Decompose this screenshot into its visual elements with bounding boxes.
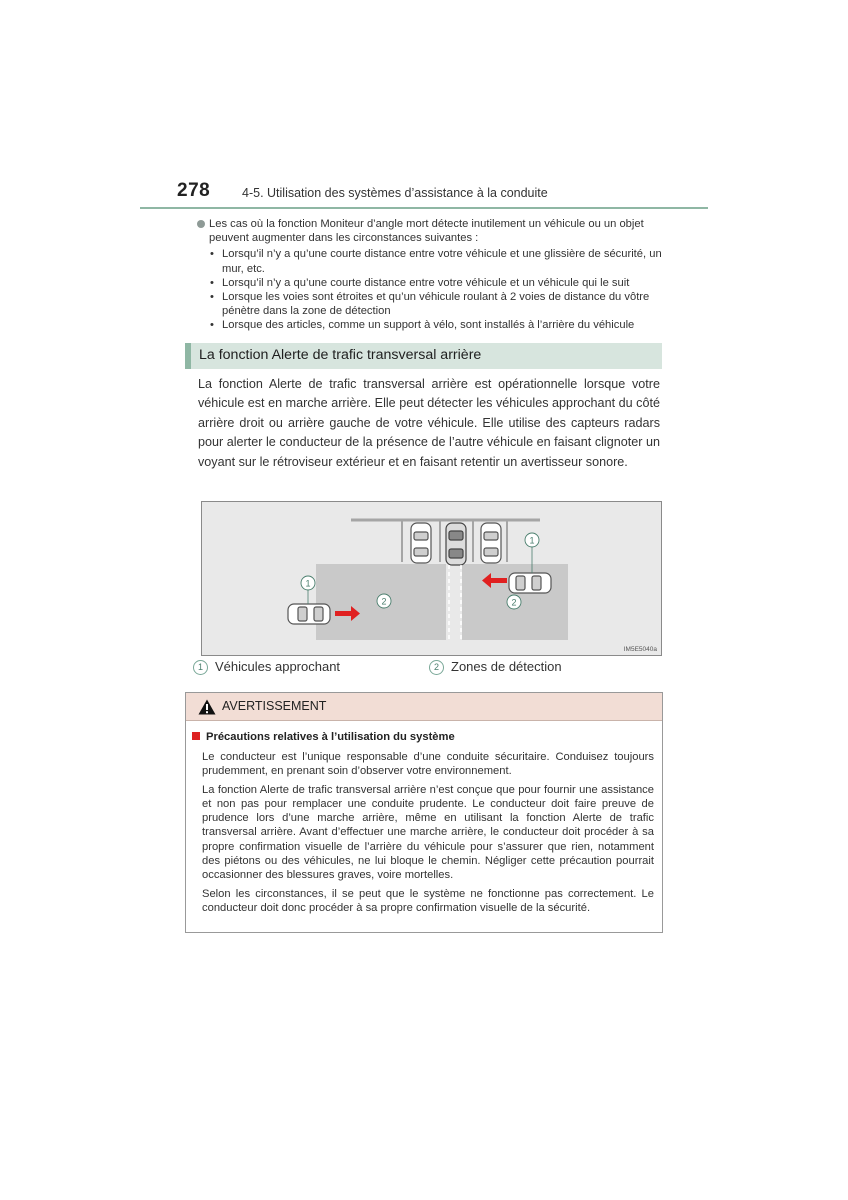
callout-number: 2	[429, 660, 444, 675]
warning-body	[202, 750, 654, 919]
chapter-title: 4-5. Utilisation des systèmes d’assistance à la conduite	[242, 186, 548, 200]
bullet-icon: •	[210, 319, 214, 332]
warning-triangle-icon	[198, 699, 216, 715]
approaching-car-left-icon	[288, 604, 330, 624]
bullet-dot-icon	[197, 220, 205, 228]
callout-label: 2	[381, 596, 387, 607]
warning-subtitle	[192, 731, 455, 743]
legend-item-1	[193, 659, 340, 675]
intro-lead	[197, 217, 667, 245]
bullet-icon: •	[210, 276, 214, 289]
callout-number: 1	[193, 660, 208, 675]
list-item	[210, 318, 667, 332]
warning-box	[185, 692, 663, 933]
section-heading-text: La fonction Alerte de trafic transversal arrière	[199, 347, 482, 363]
intro-lead-text: Les cas où la fonction Moniteur d’angle mort détecte inutilement un véhicule ou un objet peuvent augmenter dans les circonstances suivantes :	[209, 218, 644, 245]
list-item-text: Lorsqu’il n’y a qu’une courte distance entre votre véhicule et un véhicule qui le suit	[222, 276, 630, 289]
legend-label: Zones de détection	[451, 659, 562, 674]
figure-code: IM5E5040a	[623, 646, 657, 653]
warning-paragraph: Le conducteur est l’unique responsable d’une conduite sécuritaire. Conduisez toujours prudemment, en prenant soin d’observer votre environnement.	[202, 751, 654, 778]
warning-paragraph: Selon les circonstances, il se peut que le système ne fonctionne pas correctement. Le conducteur doit donc procéder à sa propre confirmation visuelle de la sécurité.	[202, 887, 654, 914]
section-heading	[185, 343, 662, 369]
callout-label: 1	[305, 578, 311, 589]
callout-label: 2	[511, 597, 517, 608]
rcta-illustration	[201, 501, 662, 656]
warning-title: AVERTISSEMENT	[222, 699, 327, 713]
list-item	[210, 276, 667, 290]
list-item	[210, 290, 667, 318]
warning-header	[186, 693, 662, 721]
callout-label: 1	[529, 535, 535, 546]
reversing-car-icon	[446, 523, 466, 565]
page-number: 278	[177, 180, 211, 201]
approaching-car-right-icon	[509, 573, 551, 593]
legend-item-2	[429, 659, 562, 675]
list-item-text: Lorsqu’il n’y a qu’une courte distance entre votre véhicule et une glissière de sécurité, un mur, etc.	[222, 248, 662, 275]
warning-paragraph: La fonction Alerte de trafic transversal arrière n’est conçue que pour fournir une assistance et non pas pour remplacer une conduite prudente. Le conducteur doit faire preuve de prudence lors d’une marche arrière, même en utilisant la fonction Alerte de trafic transversal arrière. Avant d’effectuer une marche arrière, le conducteur doit procéder à sa propre confirmation visuelle de l’arrière du véhicule pour s’assurer que rien, notamment des piétons ou des véhicules, ne lui bloque le chemin. Négliger cette précaution pourrait occasionner des blessures graves, voire mortelles.	[202, 783, 654, 882]
bullet-icon: •	[210, 291, 214, 304]
list-item-text: Lorsque les voies sont étroites et qu’un véhicule roulant à 2 voies de distance du vôtre pénètre dans la zone de détection	[222, 291, 650, 318]
intro-list	[197, 217, 667, 333]
legend-label: Véhicules approchant	[215, 659, 341, 674]
bullet-icon: •	[210, 248, 214, 261]
body-paragraph: La fonction Alerte de trafic transversal arrière est opérationnelle lorsque votre véhicule est en marche arrière. Elle peut détecter les véhicules approchant du côté arrière droit ou arrière gauche de votre véhicule. Elle utilise des capteurs radars pour alerter le conducteur de la présence de l’autre véhicule en faisant clignoter un voyant sur le rétroviseur extérieur et en faisant retentir un avertisseur sonore.	[198, 377, 660, 469]
parked-car-icon	[481, 523, 501, 563]
list-item-text: Lorsque des articles, comme un support à vélo, sont installés à l’arrière du véhicule	[222, 319, 635, 332]
parking-diagram	[202, 502, 661, 655]
parked-car-icon	[411, 523, 431, 563]
red-square-icon	[192, 732, 200, 740]
header-divider	[140, 207, 708, 209]
circumstance-list	[197, 247, 667, 332]
warning-subtitle-text: Précautions relatives à l’utilisation du système	[206, 731, 455, 743]
list-item	[210, 247, 667, 275]
